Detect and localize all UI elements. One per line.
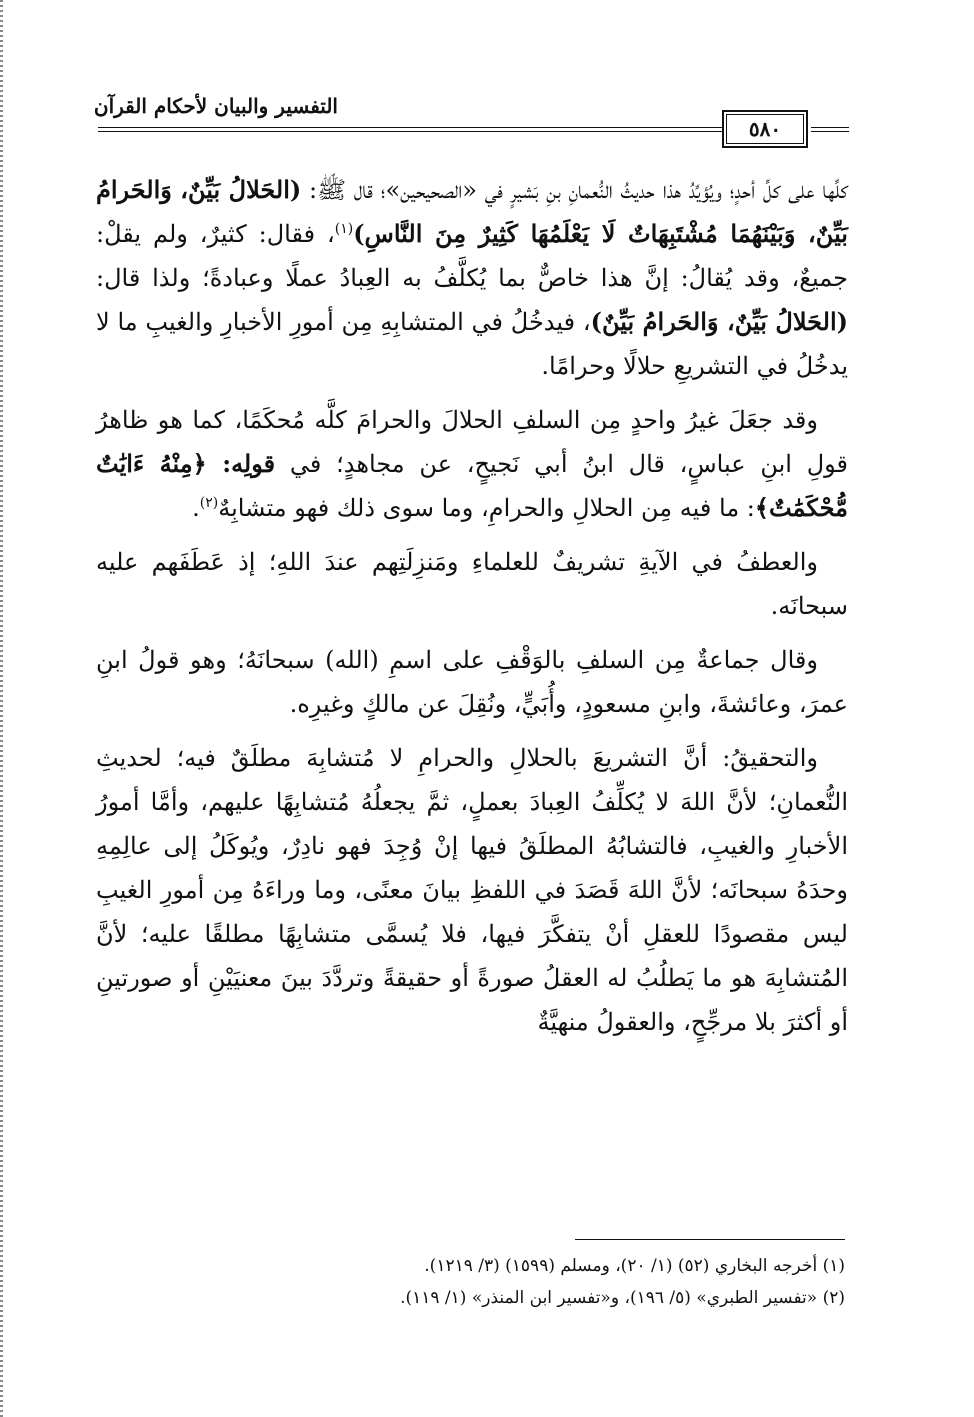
main-text: [96, 168, 848, 1054]
footnote-1: (١) أخرجه البخاري (٥٢) (١/ ٢٠)، ومسلم (١٥٩٩) (٣/ ١٢١٩).: [424, 1256, 845, 1276]
text: وقد جعَلَ غيرُ واحدٍ مِن السلفِ الحلالَ والحرامَ كلَّه مُحكَمًا، كما هو ظاهرُ قولِ ابنِ عباسٍ، قال ابنُ أبي نَجيحٍ، عن مجاهدٍ؛ في: [96, 406, 848, 478]
header-rule-right: [811, 131, 849, 132]
header-rule: [98, 127, 722, 128]
paragraph-1: [96, 168, 848, 388]
text: ، فقال: كثيرٌ، ولم يقلْ: جميعٌ، وقد يُقالُ: إنَّ هذا خاصٌّ بما يُكلَّفُ به العِبادُ عملًا وعبادةً؛ ولذا قال:: [96, 220, 848, 292]
bold-text: قولِه:: [222, 449, 276, 478]
paragraph-5: والتحقيقُ: أنَّ التشريعَ بالحلالِ والحرامِ لا مُتشابِهَ مطلَقٌ فيه؛ لحديثِ النُّعمانِ؛ لأنَّ اللهَ لا يُكلِّفُ العِبادَ بعملٍ، ثمَّ يجعلُهُ مُتشابِهًا عليهم، وأمَّا أمورُ الأخبارِ والغيبِ، فالتشابُهُ المطلَقُ فيها إنْ وُجِدَ فهو نادِرٌ، ويُوكَلُ إلى عالِمِهِ وحدَهُ سبحانَه؛ لأنَّ اللهَ قَصَدَ في اللفظِ بيانَ معنًى، وما وراءَهُ مِن أمورِ الغيبِ ليس مقصودًا للعقلِ أنْ يتفكَّرَ فيها، فلا يُسمَّى متشابِهًا مطلقًا عليه؛ لأنَّ المُتشابِهَ هو ما يَطلُبُ له العقلُ صورةً أو حقيقةً وتردَّدَ بينَ معنيَيْنِ أو صورتينِ أو أكثرَ بلا مرجِّحٍ، والعقولُ منهيَّةٌ: [96, 744, 848, 1036]
hadith-quote: (الحَلالُ بَيِّنٌ، وَالحَرامُ بَيِّنٌ، وَبَيْنَهُمَا مُشْتَبِهَاتٌ لَا يَعْلَمُهَا كَثِيرٌ مِنَ النَّاسِ): [96, 175, 848, 248]
header-rule-right: [811, 127, 849, 128]
text: ، فيدخُلُ في المتشابِهِ مِن أمورِ الأخبارِ والغيبِ ما لا يدخُلُ في التشريعِ حلالًا وحرامًا.: [96, 308, 848, 380]
footnotes: [300, 1250, 845, 1314]
text: : ما فيه مِن الحلالِ والحرامِ، وما سوى ذلك فهو متشابِهٌ: [218, 494, 755, 522]
text: كلِّها على كلِّ أحدٍ؛ ويُؤيِّدُ هذا حديثُ النُّعمانِ بنِ بَشيرٍ في «الصحيحين»؛ قال ﷺ:: [301, 176, 848, 204]
text: .: [192, 494, 200, 522]
page-number-box: [722, 110, 808, 148]
paragraph-2: [96, 398, 848, 530]
running-title: التفسير والبيان لأحكام القرآن: [93, 94, 338, 118]
header-rule: [98, 131, 722, 132]
hadith-quote: (الحَلالُ بَيِّنٌ، وَالحَرامُ بَيِّنٌ): [590, 307, 849, 336]
footnote-2: (٢) «تفسير الطبري» (٥/ ١٩٦)، و«تفسير ابن المنذر» (١/ ١١٩).: [400, 1288, 845, 1308]
footnote-ref-2: (٢): [199, 495, 219, 511]
paragraph-3: والعطفُ في الآيةِ تشريفٌ للعلماءِ ومَنزِلَتِهم عندَ اللهِ؛ إذ عَطَفَهم عليه سبحانَه.: [96, 548, 848, 620]
paragraph-4: وقال جماعةٌ مِن السلفِ بالوَقْفِ على اسمِ (الله) سبحانَهُ؛ وهو قولُ ابنِ عمرَ، وعائشةَ، وابنِ مسعودٍ، وأُبَيٍّ، ونُقِلَ عن مالكٍ وغيرِه.: [96, 646, 848, 718]
scan-edge: [0, 0, 3, 1417]
footnote-rule: [575, 1239, 845, 1240]
quran-verse: ﴿مِنْهُ ءَايَٰتٌ مُّحْكَمَٰتٌ﴾: [96, 449, 848, 522]
footnote-ref-1: (١): [334, 221, 354, 237]
page-number: ٥٨٠: [748, 117, 782, 141]
